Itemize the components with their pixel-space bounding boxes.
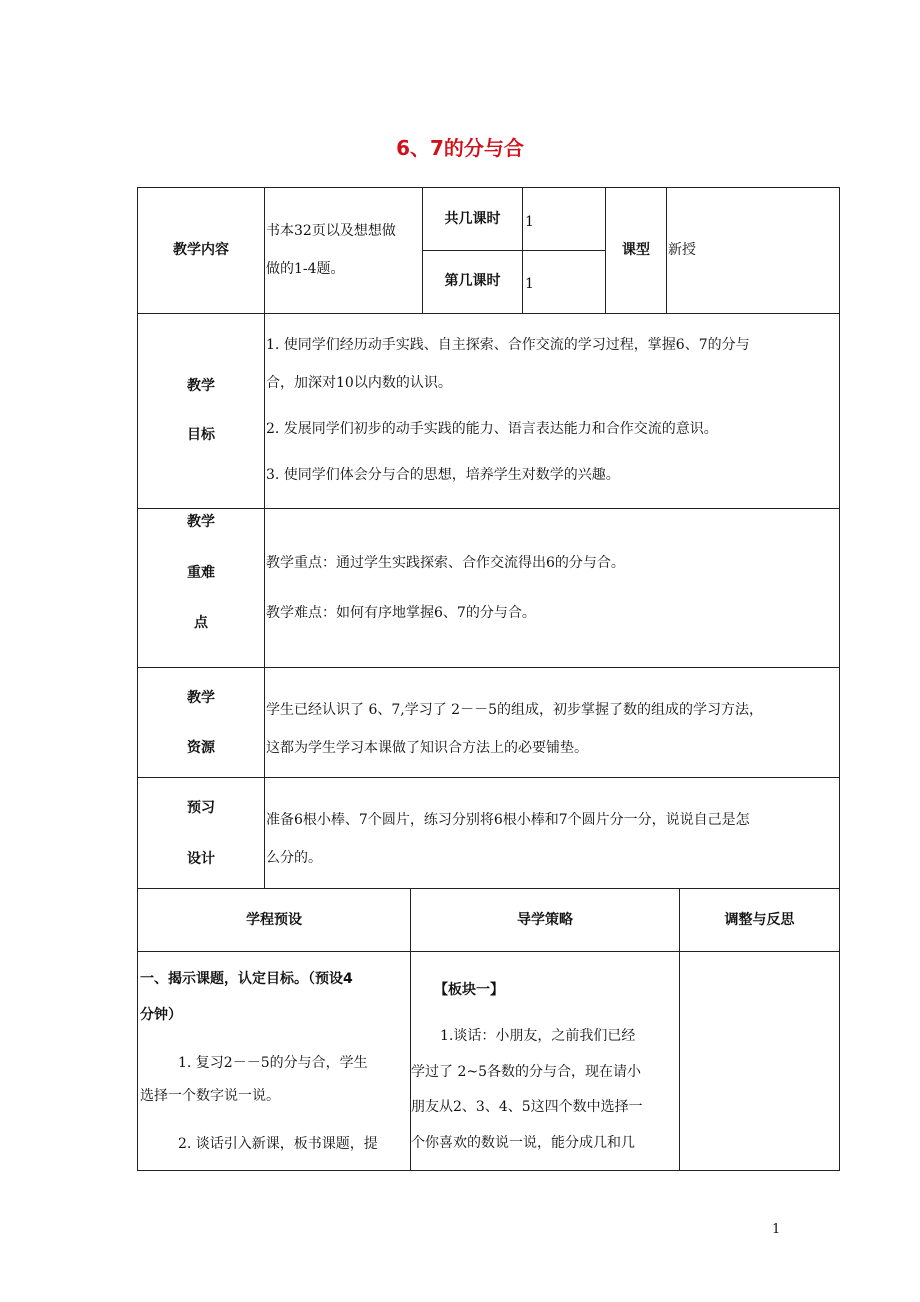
page-number: 1	[772, 1222, 781, 1237]
preview-text-line2: 么分的。	[266, 850, 322, 866]
page-title: 6、7的分与合	[396, 136, 524, 160]
column-divider	[422, 187, 423, 314]
table-border-bottom	[137, 1170, 840, 1171]
column-divider	[522, 187, 523, 314]
content-text-line1: 书本32页以及想想做	[266, 223, 396, 239]
total-periods-value: 1	[525, 214, 534, 230]
content-label: 教学内容	[173, 242, 229, 258]
row-divider	[137, 667, 840, 668]
process-header-plan: 学程预设	[246, 912, 302, 928]
lesson-type-value: 新授	[668, 242, 696, 258]
resources-label-line1: 教学	[187, 690, 215, 706]
goal-item-1-line1: 1. 使同学们经历动手实践、自主探索、合作交流的学习过程，掌握6、7的分与	[266, 337, 750, 353]
process-column-divider	[679, 888, 680, 1171]
process-column-divider	[410, 888, 411, 1171]
process-plan-step2-line1: 2. 谈话引入新课，板书课题，提	[178, 1136, 378, 1152]
process-strategy-line4: 个你喜欢的数说一说，能分成几和几	[411, 1135, 635, 1151]
row-divider	[137, 888, 840, 889]
resources-text-line2: 这都为学生学习本课做了知识合方法上的必要铺垫。	[266, 740, 588, 756]
process-strategy-line1: 1.谈话：小朋友，之前我们已经	[440, 1028, 636, 1044]
process-plan-heading-line2: 分钟）	[140, 1007, 182, 1023]
column-divider	[666, 187, 667, 314]
period-divider	[422, 250, 605, 251]
row-divider	[137, 777, 840, 778]
process-plan-step1-line1: 1. 复习2－－5的分与合，学生	[178, 1055, 368, 1071]
label-column-divider	[264, 187, 265, 889]
process-plan-heading-line1: 一、揭示课题，认定目标。（预设4	[140, 971, 353, 987]
difficulty-text: 教学难点：如何有序地掌握6、7的分与合。	[266, 605, 536, 621]
key-point-text: 教学重点：通过学生实践探索、合作交流得出6的分与合。	[266, 555, 625, 571]
current-period-label: 第几课时	[444, 273, 501, 289]
table-border-right	[839, 187, 840, 1171]
keypoints-label-line1: 教学	[187, 514, 215, 530]
process-strategy-line3: 朋友从2、3、4、5这四个数中选择一	[411, 1099, 643, 1115]
row-divider	[137, 951, 840, 952]
preview-label-line1: 预习	[187, 800, 215, 816]
preview-text-line1: 准备6根小棒、7个圆片，练习分别将6根小棒和7个圆片分一分，说说自己是怎	[266, 812, 750, 828]
process-header-strategy: 导学策略	[517, 912, 573, 928]
goal-item-2: 2. 发展同学们初步的动手实践的能力、语言表达能力和合作交流的意识。	[266, 421, 718, 437]
goals-label-line1: 教学	[187, 378, 215, 394]
table-border-left	[137, 187, 138, 1171]
keypoints-label-line2: 重难	[187, 565, 215, 581]
keypoints-label-line3: 点	[194, 615, 208, 631]
process-strategy-line2: 学过了 2~5各数的分与合，现在请小	[411, 1064, 641, 1080]
process-header-reflection: 调整与反思	[724, 912, 795, 928]
total-periods-label: 共几课时	[444, 211, 501, 227]
row-divider	[137, 313, 840, 314]
resources-label-line2: 资源	[187, 740, 215, 756]
process-strategy-block-title: 【板块一】	[434, 982, 504, 998]
preview-label-line2: 设计	[187, 851, 215, 867]
goals-label-line2: 目标	[187, 427, 215, 443]
content-text-line2: 做的1-4题。	[266, 261, 345, 277]
goal-item-3: 3. 使同学们体会分与合的思想，培养学生对数学的兴趣。	[266, 467, 620, 483]
current-period-value: 1	[525, 276, 534, 292]
table-border-top	[137, 187, 840, 188]
lesson-type-label: 课型	[622, 242, 650, 258]
resources-text-line1: 学生已经认识了 6、7,学习了 2－－5的组成，初步掌握了数的组成的学习方法，	[266, 702, 763, 718]
row-divider	[137, 508, 840, 509]
process-plan-step1-line2: 选择一个数字说一说。	[140, 1088, 280, 1104]
goal-item-1-line2: 合，加深对10以内数的认识。	[266, 375, 452, 391]
